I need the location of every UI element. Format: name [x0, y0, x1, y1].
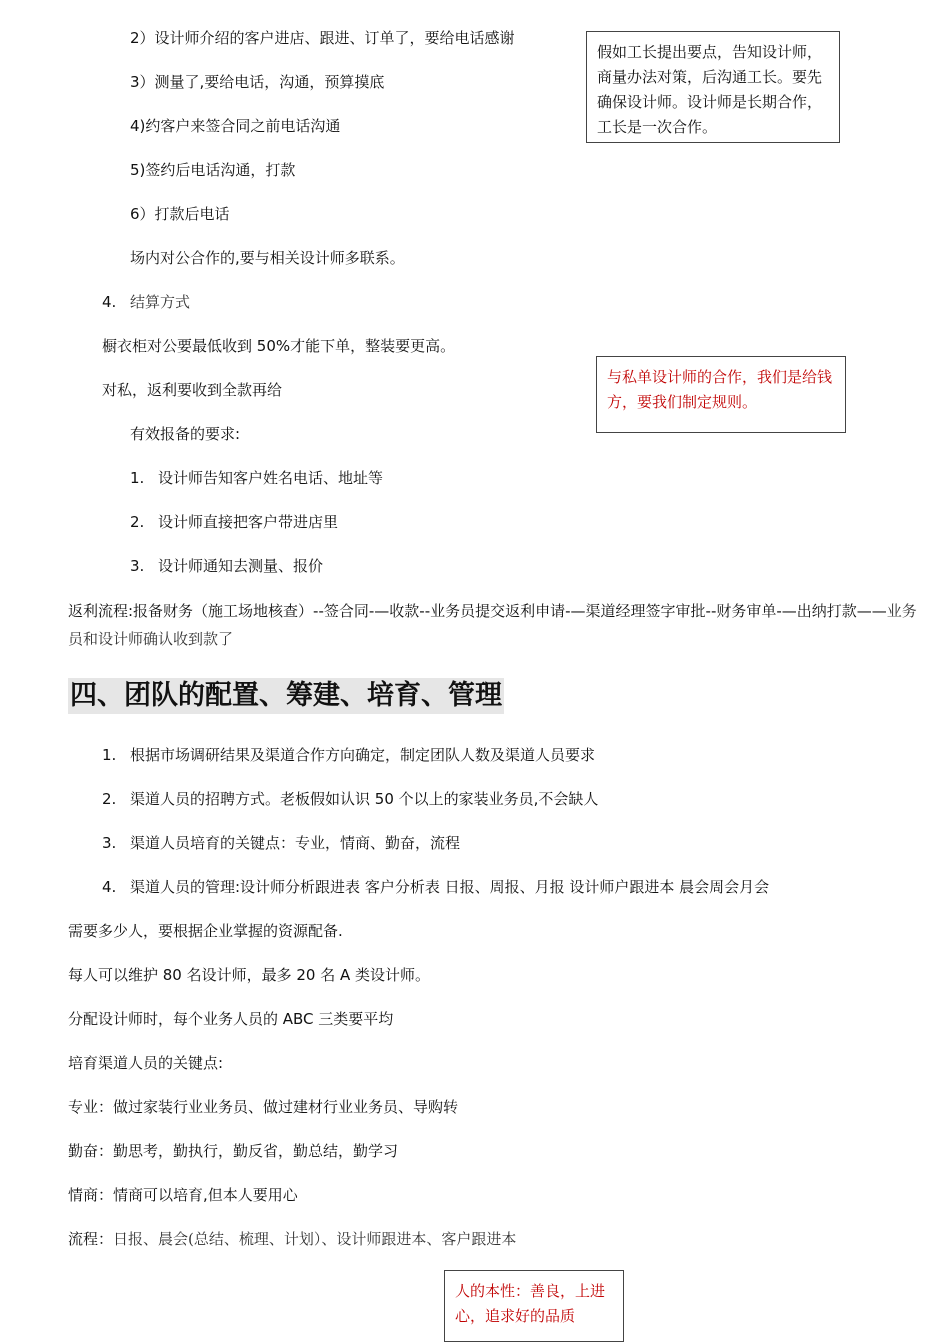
section-item [102, 832, 460, 854]
section-item [102, 788, 598, 810]
staffing-note: 需要多少人，要根据企业掌握的资源配备. [68, 922, 343, 940]
section-item-number: 2. [102, 790, 117, 808]
process-note [68, 1228, 516, 1250]
settlement-number: 4. [102, 293, 117, 311]
section-item-number: 3. [102, 834, 117, 852]
human-nature-callout: 人的本性：善良，上进心，追求好的品质 [444, 1270, 624, 1342]
requirement-item [130, 555, 323, 577]
section-item-number: 4. [102, 878, 117, 896]
on-site-note: 场内对公合作的,要与相关设计师多联系。 [130, 249, 405, 267]
requirement-item [130, 467, 383, 489]
requirement-text: 设计师直接把客户带进店里 [158, 513, 339, 531]
private-designer-callout: 与私单设计师的合作，我们是给钱方，要我们制定规则。 [596, 356, 846, 433]
step-5: 5)签约后电话沟通，打款 [130, 161, 296, 179]
requirement-text: 设计师告知客户姓名电话、地址等 [158, 469, 384, 487]
requirement-number: 2. [130, 513, 145, 531]
process-label: 流程： [68, 1230, 114, 1248]
section-4-heading: 四、团队的配置、筹建、培育、管理 [68, 678, 504, 714]
requirement-number: 3. [130, 557, 145, 575]
process-text: 日报、晨会(总结、梳理、计划）、设计师跟进本、客户跟进本 [113, 1230, 517, 1248]
foreman-callout: 假如工长提出要点，告知设计师，商量办法对策，后沟通工长。要先确保设计师。设计师是长期合作，工长是一次合作。 [586, 31, 840, 143]
settlement-title: 结算方式 [130, 293, 191, 311]
step-6: 6）打款后电话 [130, 205, 230, 223]
key-points-title: 培育渠道人员的关键点: [68, 1054, 224, 1072]
settlement-heading [102, 291, 190, 313]
requirement-number: 1. [130, 469, 145, 487]
step-3: 3）测量了,要给电话，沟通，预算摸底 [130, 73, 385, 91]
step-2: 2）设计师介绍的客户进店、跟进、订单了，要给电话感谢 [130, 29, 515, 47]
allocation-note: 分配设计师时，每个业务人员的 ABC 三类要平均 [68, 1010, 394, 1028]
rebate-flow [68, 597, 930, 653]
settlement-line-2: 对私，返利要收到全款再给 [102, 381, 283, 399]
section-item-number: 1. [102, 746, 117, 764]
section-item [102, 876, 769, 898]
professional-note: 专业：做过家装行业业务员、做过建材行业业务员、导购转 [68, 1098, 459, 1116]
requirement-item [130, 511, 338, 533]
section-item-text: 渠道人员的招聘方式。老板假如认识 50 个以上的家装业务员,不会缺人 [130, 790, 599, 808]
section-item-text: 根据市场调研结果及渠道合作方向确定，制定团队人数及渠道人员要求 [130, 746, 596, 764]
section-item-text: 渠道人员的管理:设计师分析跟进表 客户分析表 日报、周报、月报 设计师户跟进本 晨会周会月会 [130, 878, 770, 896]
section-item-text: 渠道人员培育的关键点：专业，情商、勤奋，流程 [130, 834, 461, 852]
rebate-flow-tail: 业务员和设计师确认收到款了 [68, 602, 917, 648]
rebate-flow-main: 返利流程:报备财务（施工场地核查）--签合同-—收款--业务员提交返利申请-—渠道经理签字审批--财务审单-—出纳打款—— [68, 602, 887, 620]
settlement-line-1: 橱衣柜对公要最低收到 50%才能下单，整装要更高。 [102, 337, 456, 355]
requirements-title: 有效报备的要求: [130, 425, 241, 443]
section-item [102, 744, 595, 766]
capacity-note: 每人可以维护 80 名设计师，最多 20 名 A 类设计师。 [68, 966, 431, 984]
eq-note: 情商：情商可以培育,但本人要用心 [68, 1186, 298, 1204]
step-4: 4)约客户来签合同之前电话沟通 [130, 117, 341, 135]
requirement-text: 设计师通知去测量、报价 [158, 557, 324, 575]
diligence-note: 勤奋：勤思考，勤执行，勤反省，勤总结，勤学习 [68, 1142, 399, 1160]
